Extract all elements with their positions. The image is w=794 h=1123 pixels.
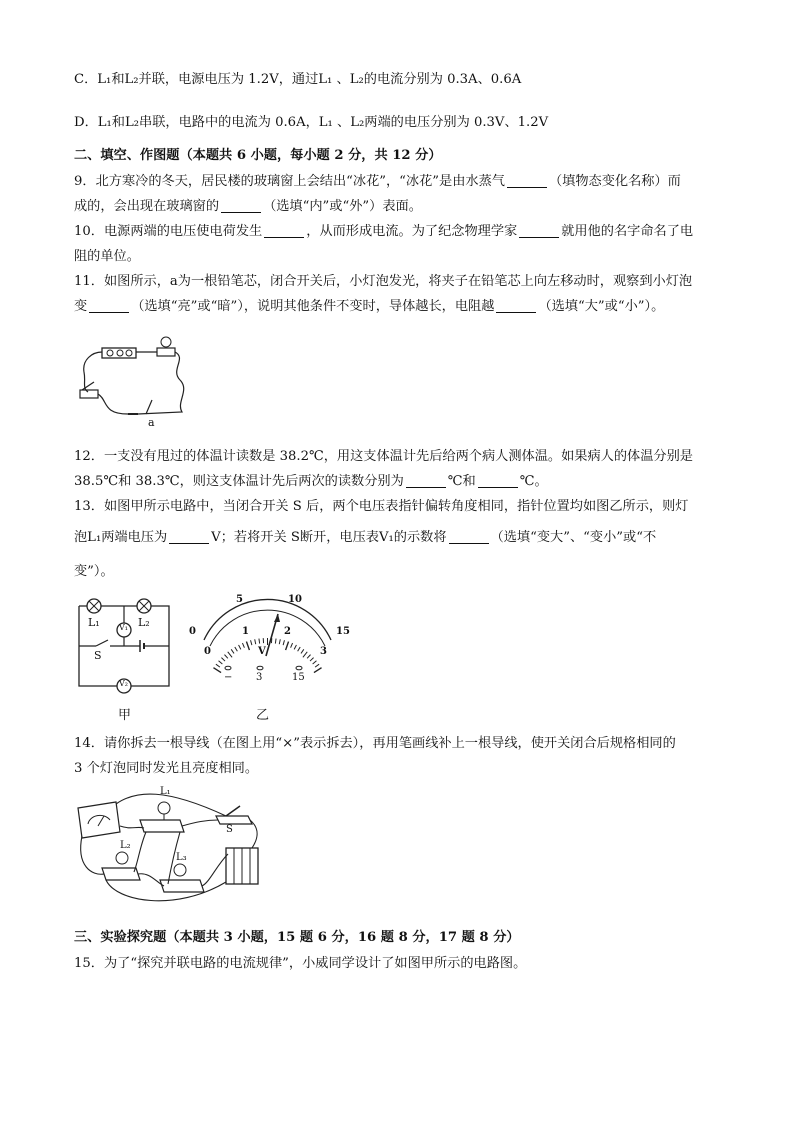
dial-tick (303, 652, 307, 657)
fig-label-v1: V₁ (119, 623, 128, 632)
q11-text-c: （选填“大”或“小”）。 (538, 299, 665, 314)
dial-tick (231, 649, 234, 653)
dial-bottom-1: 1 (242, 626, 249, 637)
q11-text-b: （选填“亮”或“暗”），说明其他条件不变时，导体越长，电阻越 (131, 299, 495, 314)
lamp-l1-icon (158, 802, 170, 814)
dial-tick (286, 642, 289, 650)
dial-tick (224, 655, 227, 659)
dial-bottom-3: 3 (320, 646, 327, 657)
q12-text-a: 38.5℃和 38.3℃，则这支体温计先后两次的读数分别为 (74, 474, 404, 489)
q12-text-b: ℃和 (447, 474, 476, 489)
q9-text-b: （填物态变化名称）而 (548, 174, 681, 189)
q9-blank1 (507, 173, 547, 188)
q9-blank2 (221, 198, 261, 213)
q12-line1: 12．一支没有甩过的体温计读数是 38.2℃，用这支体温计先后给两个病人测体温。如果病人的体温分别是 (74, 449, 693, 464)
q12-text-c: ℃。 (519, 474, 548, 489)
q13-line1: 13．如图甲所示电路中，当闭合开关 S 后，两个电压表指针偏转角度相同，指针位置均如图乙所示，则灯 (74, 499, 689, 514)
q14-circuit-figure (76, 786, 266, 912)
dial-tick (235, 647, 238, 651)
dial-tick (307, 655, 310, 659)
terminal-label-15: 15 (292, 672, 305, 683)
lamp-l3-icon (174, 864, 186, 876)
dial-tick (216, 664, 220, 667)
terminal-3-icon (257, 666, 263, 670)
dial-tick (313, 661, 317, 664)
q14-line1: 14．请你拆去一根导线（在图上用“×”表示拆去），再用笔画线补上一根导线，使开关闭合后规格相同的 (74, 736, 676, 751)
dial-tick (314, 668, 322, 673)
terminal-label-minus: − (224, 672, 233, 683)
q12-line2 (74, 472, 548, 492)
q10-text-c: 就用他的名字命名了电 (561, 224, 694, 239)
bulb-icon (161, 337, 171, 347)
q13-blank2 (449, 529, 489, 544)
dial-top-5: 5 (236, 594, 243, 605)
lamp-l2-icon (116, 852, 128, 864)
q12-blank2 (478, 473, 518, 488)
q14-label-l2: L₂ (120, 840, 131, 851)
q14-label-s: S (226, 824, 233, 835)
dial-bottom-2: 2 (284, 626, 291, 637)
dial-tick (298, 647, 301, 651)
q8-option-d: D．L₁和L₂串联，电路中的电流为 0.6A，L₁ 、L₂两端的电压分别为 0.3V、1.2V (74, 115, 549, 130)
dial-tick (219, 661, 223, 664)
ammeter-icon (78, 802, 120, 838)
dial-bottom-0: 0 (204, 646, 211, 657)
fig-label-l2: L₂ (138, 616, 150, 629)
q10-text-a: 10．电源两端的电压使电荷发生 (74, 224, 263, 239)
terminal-minus-icon (225, 666, 231, 670)
q11-blank1 (89, 298, 129, 313)
section3-heading: 三、实验探究题（本题共 3 小题，15 题 6 分，16 题 8 分，17 题 8 分） (74, 930, 520, 945)
switch-icon (80, 390, 98, 398)
q14-line2: 3 个灯泡同时发光且亮度相同。 (74, 761, 259, 776)
dial-tick (239, 645, 241, 649)
q11-circuit-figure (72, 330, 192, 430)
dial-unit: V (258, 646, 266, 657)
q13-figure-yi-label: 乙 (256, 708, 270, 723)
q9-text-c: 成的，会出现在玻璃窗的 (74, 199, 220, 214)
fig-label-l1: L₁ (88, 616, 100, 629)
q9-line2 (74, 197, 422, 217)
q11-line1: 11．如图所示，a为一根铅笔芯，闭合开关后，小灯泡发光，将夹子在铅笔芯上向左移动时，观察到小灯泡 (74, 274, 693, 289)
dial-tick (291, 643, 293, 648)
switch-s-icon (96, 640, 108, 646)
dial-tick (301, 649, 304, 653)
dial-tick (246, 642, 249, 650)
dial-tick (259, 639, 260, 644)
q13-text-c: （选填“变大”、“变小”或“不 (490, 530, 657, 545)
q13-figure-jia-label: 甲 (118, 708, 132, 723)
dial-top-15: 15 (336, 626, 350, 637)
q12-blank1 (406, 473, 446, 488)
q10-line1 (74, 222, 693, 242)
q14-label-l1: L₁ (160, 786, 171, 797)
dial-tick (251, 640, 252, 645)
fig-label-v2: V₂ (119, 679, 128, 688)
dial-tick (213, 668, 221, 673)
dial-top-0: 0 (189, 626, 196, 637)
q13-line3: 变”）。 (74, 564, 114, 579)
dial-tick (294, 645, 296, 649)
dial-tick (310, 658, 314, 661)
q11-text-a: 变 (74, 299, 88, 314)
q10-line2: 阻的单位。 (74, 249, 140, 264)
dial-tick (255, 639, 256, 644)
dial-top-10: 10 (288, 594, 302, 605)
q10-blank2 (519, 223, 559, 238)
q13-blank1 (169, 529, 209, 544)
q9-text-d: （选填“内”或“外”）表面。 (263, 199, 422, 214)
q10-text-b: ，从而形成电流。为了纪念物理学家 (306, 224, 518, 239)
q13-text-b: V；若将开关 S断开，电压表V₁的示数将 (211, 530, 447, 545)
q15-line1: 15．为了“探究并联电路的电流规律”，小威同学设计了如图甲所示的电路图。 (74, 956, 527, 971)
dial-tick (221, 658, 225, 661)
dial-ticks (213, 638, 321, 673)
fig-label-s: S (94, 649, 102, 662)
q10-blank1 (264, 223, 304, 238)
dial-tick (228, 652, 232, 657)
section2-heading: 二、填空、作图题（本题共 6 小题，每小题 2 分，共 12 分） (74, 148, 442, 163)
q13-line2 (74, 528, 656, 548)
dial-tick (279, 639, 280, 644)
q11-line2 (74, 297, 664, 317)
q13-circuit-diagram (74, 596, 174, 696)
dial-tick (283, 640, 284, 645)
dial-tick (315, 664, 319, 667)
q13-voltmeter-dial (186, 592, 356, 692)
terminal-label-3: 3 (256, 672, 263, 683)
q14-label-l3: L₃ (176, 852, 187, 863)
q11-figure-label-a: a (148, 416, 155, 429)
terminal-15-icon (296, 666, 302, 670)
dial-tick (275, 639, 276, 644)
q13-text-a: 泡L₁两端电压为 (74, 530, 168, 545)
q9-line1 (74, 172, 681, 192)
q11-blank2 (496, 298, 536, 313)
q8-option-c: C．L₁和L₂并联，电源电压为 1.2V，通过L₁ 、L₂的电流分别为 0.3A、0.6A (74, 72, 522, 87)
dial-tick (242, 643, 244, 648)
switch-s-icon (216, 816, 252, 824)
q9-text-a: 9．北方寒冷的冬天，居民楼的玻璃窗上会结出“冰花”，“冰花”是由水蒸气 (74, 174, 505, 189)
